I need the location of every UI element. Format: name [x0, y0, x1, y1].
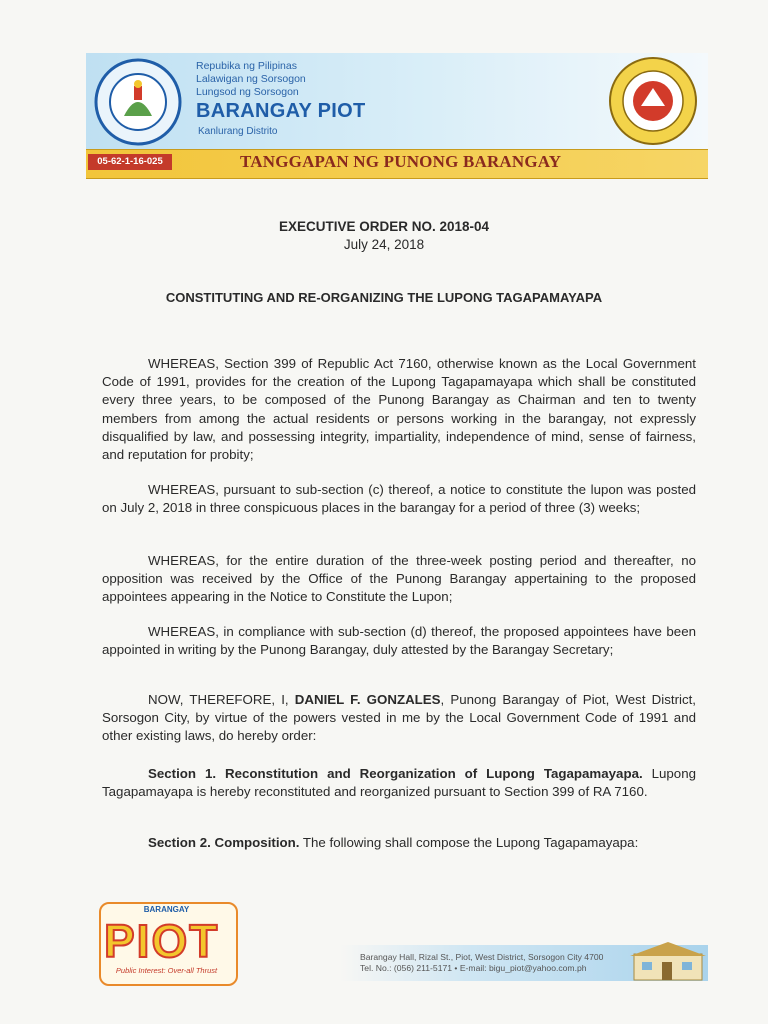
- whereas-text-4: WHEREAS, in compliance with sub-section (d) thereof, the proposed appointees have been appointed in writing by the Punong Barangay, duly attested by the Barangay Secretary;: [102, 624, 696, 658]
- signatory-name: DANIEL F. GONZALES: [294, 692, 441, 707]
- barangay-hall-icon: [628, 940, 708, 982]
- whereas-paragraph-1: [102, 355, 696, 464]
- whereas-paragraph-3: [102, 552, 696, 607]
- barangay-title: BARANGAY PIOT: [196, 100, 366, 122]
- whereas-text-3: WHEREAS, for the entire duration of the three-week posting period and thereafter, no opposition was received by the Office of the Punong Barangay appertaining to the proposed appointees appearing in the Notice to Constitute the Lupon;: [102, 553, 696, 605]
- province-line: Lalawigan ng Sorsogon: [196, 73, 306, 85]
- footer-slogan: Public Interest: Over-all Thrust: [115, 966, 218, 975]
- whereas-text-2: WHEREAS, pursuant to sub-section (c) thereof, a notice to constitute the lupon was posted on July 2, 2018 in three conspicuous places in the barangay for a period of three (3) weeks;: [102, 482, 696, 516]
- country-line: Repubika ng Pilipinas: [196, 60, 297, 72]
- whereas-paragraph-4: [102, 623, 696, 659]
- section-2: [102, 834, 696, 852]
- whereas-paragraph-2: [102, 481, 696, 517]
- barangay-code: 05-62-1-16-025: [88, 154, 172, 170]
- footer-address: [360, 952, 603, 974]
- order-paragraph: [102, 691, 696, 746]
- order-text-post: , Punong Barangay of Piot, West District, Sorsogon City, by virtue of the powers vested in me by the Local Government Code of 1991 and other existing laws, do hereby order:: [102, 692, 696, 744]
- whereas-text-1: WHEREAS, Section 399 of Republic Act 7160, otherwise known as the Local Government Code of 1991, provides for the creation of the Lupong Tagapamayapa which shall be constituted every three years, to be composed of the Punong Barangay as Chairman and ten to twenty members from among the actual residents or persons working in the barangay, not expressly disqualified by law, and possessing integrity, impartiality, independence of mind, sense of fairness, and reputation for probity;: [102, 356, 696, 463]
- section-1-heading: Section 1. Reconstitution and Reorganization of Lupong Tagapamayapa.: [148, 766, 643, 781]
- footer-address-line: Barangay Hall, Rizal St., Piot, West District, Sorsogon City 4700: [360, 952, 604, 962]
- order-number: EXECUTIVE ORDER NO. 2018-04: [278, 219, 490, 234]
- city-line: Lungsod ng Sorsogon: [196, 86, 299, 98]
- footer-contact-line: Tel. No.: (056) 211-5171 • E-mail: bigu_piot@yahoo.com.ph: [360, 963, 587, 973]
- section-2-heading: Section 2. Composition.: [148, 835, 300, 850]
- order-text-pre: NOW, THEREFORE, I,: [148, 692, 295, 707]
- office-title: TANGGAPAN NG PUNONG BARANGAY: [240, 152, 562, 171]
- order-date: July 24, 2018: [343, 237, 425, 252]
- section-1-body: Lupong Tagapamayapa is hereby reconstituted and reorganized pursuant to Section 399 of RA 7160.: [102, 766, 696, 800]
- order-subject: CONSTITUTING AND RE-ORGANIZING THE LUPONG TAGAPAMAYAPA: [165, 290, 603, 305]
- barangay-seal-icon: [94, 58, 182, 146]
- city-seal-icon: [608, 56, 698, 146]
- header-jurisdiction: [196, 60, 306, 99]
- section-2-body: The following shall compose the Lupong Tagapamayapa:: [299, 835, 639, 850]
- footer-logo-piot: PIOT: [104, 915, 220, 967]
- district-line: Kanlurang Distrito: [198, 126, 278, 137]
- section-1: [102, 765, 696, 801]
- footer-logo-barangay: BARANGAY: [143, 905, 190, 914]
